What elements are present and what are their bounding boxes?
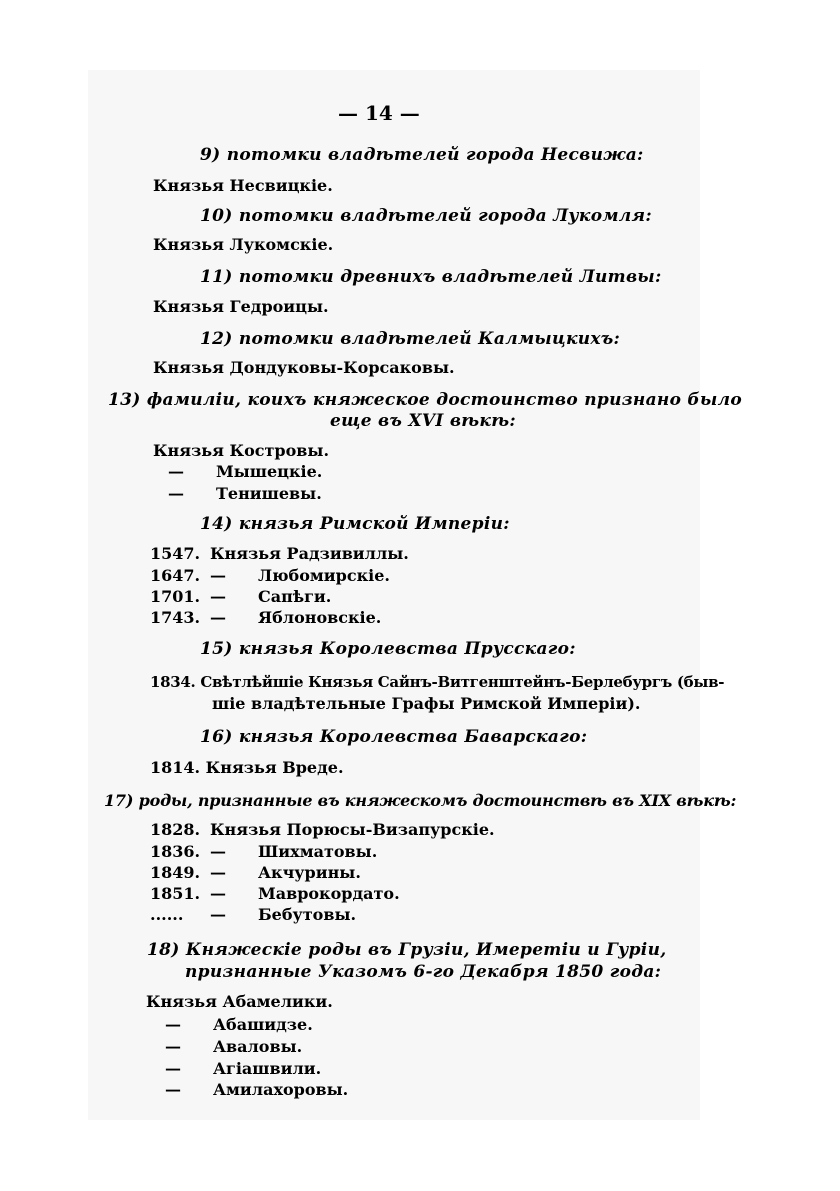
list-item: ...... — Бебутовы.	[150, 905, 357, 924]
list-item: — Мышецкіе.	[168, 462, 323, 481]
section-18-heading-line1: 18) Княжескіе роды въ Грузіи, Имеретіи и Гуріи,	[147, 940, 667, 960]
list-item: — Абашидзе.	[165, 1015, 313, 1034]
section-18-first: Князья Абамелики.	[146, 992, 333, 1011]
list-item: 1647. — Любомирскіе.	[150, 566, 390, 585]
section-16-entry: 1814. Князья Вреде.	[150, 758, 344, 777]
section-15-line1: 1834. Свѣтлѣйшіе Князья Сайнъ-Витгенштейнъ-Берлебургъ (быв-	[150, 673, 725, 691]
list-item: — Аваловы.	[165, 1037, 303, 1056]
section-16-heading: 16) князья Королевства Баварскаго:	[200, 727, 588, 747]
list-item: 1743. — Яблоновскіе.	[150, 608, 382, 627]
section-13-first: Князья Костровы.	[153, 441, 330, 460]
section-10-heading: 10) потомки владѣтелей города Лукомля:	[200, 206, 652, 226]
section-9-entry: Князья Несвицкіе.	[153, 176, 333, 195]
section-10-entry: Князья Лукомскіе.	[153, 235, 334, 254]
page-number: — 14 —	[338, 101, 420, 125]
list-item: 1849. — Акчурины.	[150, 863, 361, 882]
section-14-heading: 14) князья Римской Имперіи:	[200, 514, 510, 534]
section-12-entry: Князья Дондуковы-Корсаковы.	[153, 358, 455, 377]
section-15-heading: 15) князья Королевства Прусскаго:	[200, 639, 576, 659]
section-17-heading: 17) роды, признанные въ княжескомъ достоинствѣ въ XIX вѣкѣ:	[104, 791, 737, 810]
section-15-line2: шіе владѣтельные Графы Римской Имперіи).	[212, 694, 641, 713]
section-9-heading: 9) потомки владѣтелей города Несвижа:	[200, 145, 644, 165]
list-item: 1828. Князья Порюсы-Визапурскіе.	[150, 820, 495, 839]
section-12-heading: 12) потомки владѣтелей Калмыцкихъ:	[200, 329, 621, 349]
section-11-heading: 11) потомки древнихъ владѣтелей Литвы:	[200, 267, 662, 287]
list-item: 1836. — Шихматовы.	[150, 842, 378, 861]
section-13-heading-line1: 13) фамиліи, коихъ княжеское достоинство признано было	[108, 390, 742, 410]
section-11-entry: Князья Гедроицы.	[153, 297, 329, 316]
list-item: — Тенишевы.	[168, 484, 322, 503]
section-13-heading-line2: еще въ XVI вѣкѣ:	[330, 411, 516, 431]
list-item: — Амилахоровы.	[165, 1080, 349, 1099]
list-item: 1701. — Сапѣги.	[150, 587, 332, 606]
list-item: — Агіашвили.	[165, 1059, 322, 1078]
list-item: 1547. Князья Радзивиллы.	[150, 544, 409, 563]
list-item: 1851. — Маврокордато.	[150, 884, 400, 903]
section-18-heading-line2: признанные Указомъ 6-го Декабря 1850 года:	[185, 962, 662, 982]
